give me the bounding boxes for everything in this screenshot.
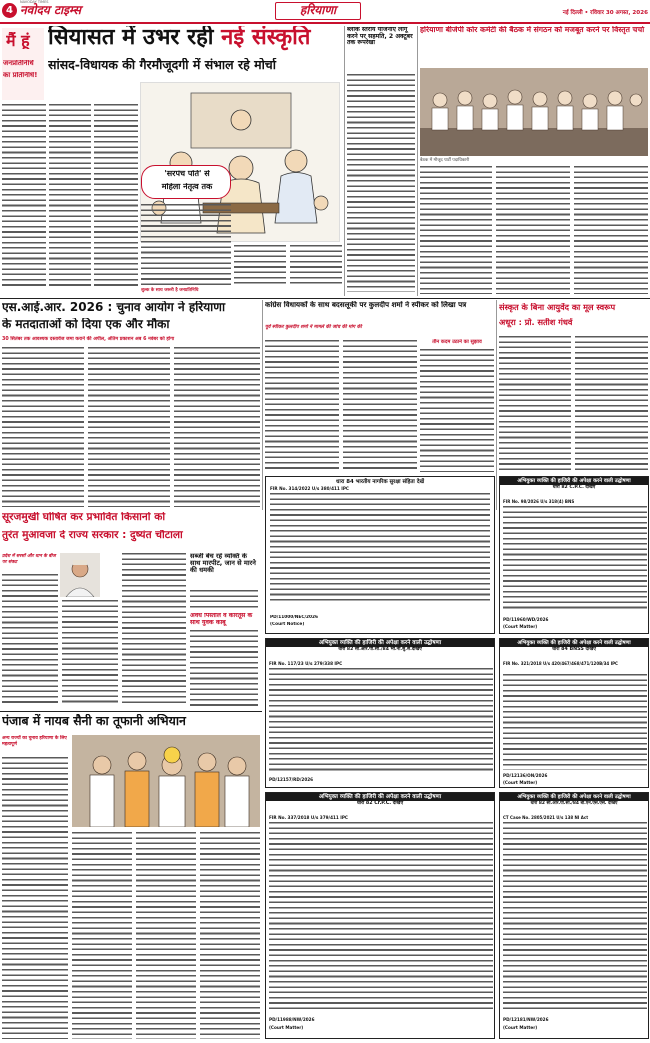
notice-5-footer: PD/11988/NW/2026 [269, 1017, 315, 1022]
right-top-col-1 [420, 166, 492, 294]
sabji-headline-text: सब्जी बेच रहे व्यक्ति के साथ मारपीट, जान से मारने की धमकी [190, 553, 256, 575]
panel-line-1: मैं हूं [6, 32, 30, 50]
notice-2-sub: धारा 82 C.P.C. देखिए [552, 485, 596, 491]
notice-3-sub: धारा 82 सी.आर.पी.सी./84 भा.ना.सु.सं.देखिए [338, 647, 422, 653]
surajmukhi-headline-b: तुरंत मुआवजा दे राज्य सरकार : दुष्यंत चौटाला [2, 530, 183, 541]
punjab-col-3 [136, 832, 196, 1039]
notice-6-sub: धारा 82 सी.आर.पी.सी./84 बी.एन.एस.एस. देखिए [530, 801, 618, 807]
sir-col-2 [88, 347, 170, 507]
sir-headline-a: एस.आई.आर. 2026 : चुनाव आयोग ने हरियाणा [2, 301, 226, 314]
main-body-col-1 [2, 104, 46, 289]
sanskrit-col-1 [499, 336, 571, 472]
notice-5-sub: धारा 82 Cr.P.C. देखिए [356, 801, 404, 807]
right-top-caption: बैठक में मौजूद पार्टी पदाधिकारी [420, 158, 470, 163]
punjab-col-1 [2, 757, 68, 1039]
notice-5-body [269, 822, 493, 1012]
divider-v4 [496, 300, 497, 510]
right-top-photo [420, 68, 648, 156]
right-top-col-2 [496, 166, 570, 294]
sir-col-3 [174, 347, 260, 507]
surajmukhi-kicker: प्रदेश में सरसों और धान के बीज पर संकट [2, 554, 56, 565]
photo-meeting [420, 68, 648, 156]
divider-v3 [262, 300, 263, 510]
jan-pratinidhi-panel [2, 28, 44, 100]
main-body-col-2 [49, 104, 91, 289]
notice-1-body [270, 493, 490, 603]
right-top-col-3 [574, 166, 648, 294]
sir-headline-b: के मतदाताओं को दिया एक और मौका [2, 318, 170, 331]
notice-4-footer: PD/12136/ON/2026 [503, 773, 548, 778]
rule-1 [0, 298, 650, 299]
notice-3-body [269, 668, 493, 772]
quote-line-2: महिला नेतृत्व तक [161, 183, 213, 191]
notice-3-title: अभियुक्त व्यक्ति की हाजिरी की अपेक्षा करने वाली उद्घोषणा [266, 639, 494, 647]
notice-2-tag: (Court Matter) [503, 624, 538, 629]
notice-2-title: अभियुक्त व्यक्ति की हाजिरी की अपेक्षा करने वाली उद्घोषणा [500, 477, 648, 485]
main-body-col-3 [94, 104, 138, 289]
congress-col-2 [343, 340, 417, 472]
punjab-kicker: अन्य राज्यों का चुनाव हरियाणा के लिए महत्वपूर्ण [2, 736, 67, 747]
notice-2 [499, 476, 649, 634]
congress-subline: पूर्व स्पीकर कुलदीप शर्मा ने मामले की जांच की मांग की [265, 325, 362, 330]
divider-v1 [344, 26, 345, 296]
notice-5-tag: (Court Matter) [269, 1025, 304, 1030]
notice-4-title: अभियुक्त व्यक्ति की हाजिरी की अपेक्षा करने वाली उद्घोषणा [500, 639, 648, 647]
section-banner: हरियाणा [275, 2, 361, 20]
quote-body [141, 204, 231, 286]
notice-5-ref: FIR No. 337/2018 U/s 379/411 IPC [269, 815, 348, 820]
notice-6-body [503, 822, 647, 1012]
notice-2-body [503, 506, 647, 612]
notice-1-ref: FIR No. 314/2022 U/s 380/411 IPC [270, 486, 349, 491]
rule-2 [0, 711, 262, 712]
col-c-headline: ब्लॉक स्तरीय योजनाएं लागू करने पर सहमति, 2 अक्टूबर तक रूपरेखा [347, 27, 413, 47]
quote-line-1: 'सरपंच पति' से [164, 170, 210, 178]
notice-3-footer: PD/12157/RD/2026 [269, 777, 314, 782]
panel-line-3: का प्रतिनिधि! [3, 72, 38, 79]
notice-1 [265, 476, 495, 634]
masthead [0, 0, 650, 24]
notice-6-title: अभियुक्त व्यक्ति की हाजिरी की अपेक्षा करने वाली उद्घोषणा [500, 793, 648, 801]
sanskrit-headline-a: संस्कृत के बिना आयुर्वेद का मूल स्वरूप [499, 303, 616, 312]
quote-box [141, 165, 231, 199]
notice-4-ref: FIR No. 321/2018 U/s 420/467/468/471/120B/34 IPC [503, 661, 618, 666]
right-top-headline: हरियाणा बीजेपी कोर कमेटी की बैठक में संगठन को मजबूत करने पर विस्तृत चर्चा [420, 26, 645, 34]
main-headline-a: सियासत में उभर रही [48, 26, 214, 50]
main-headline-b: नई संस्कृति [221, 26, 311, 50]
main-body-col-5 [290, 245, 342, 286]
notice-4-body [503, 674, 647, 770]
notice-6-footer: PD/12181/NW/2026 [503, 1017, 549, 1022]
portrait-photo [60, 553, 100, 597]
congress-col-3 [420, 349, 494, 472]
surajmukhi-headline-a: सूरजमुखी घोषित कर प्रभावित किसानों को [2, 512, 166, 523]
sabji-headline-main [190, 512, 262, 550]
notice-1-footer: PD/11000/NEC/2026 [270, 615, 319, 620]
paper-label: NAVODAY TIMES [20, 0, 49, 4]
notice-2-footer: PD/11960/WD/2026 [503, 617, 549, 622]
notice-3 [265, 638, 495, 788]
notice-6 [499, 792, 649, 1039]
avaidh-headline-text: अवैध पिस्तौल व कारतूस के साथ युवक काबू [190, 613, 253, 626]
punjab-photo [72, 735, 260, 827]
panel-line-2: जनप्रतिनिधि [3, 60, 34, 67]
notice-5-title: अभियुक्त व्यक्ति की हाजिरी की अपेक्षा करने वाली उद्घोषणा [266, 793, 494, 801]
notice-1-tag: (Court Notice) [270, 622, 305, 627]
notice-4-tag: (Court Matter) [503, 780, 538, 785]
rally-photo [72, 735, 260, 827]
main-body-col-4 [234, 245, 286, 286]
sir-subline: 30 सितंबर तक आवश्यक दस्तावेज जमा कराने की अपील, अंतिम प्रकाशन अब 6 नवंबर को होगा [2, 337, 175, 342]
punjab-col-4 [200, 832, 260, 1039]
surajmukhi-col-1 [2, 574, 58, 706]
col-c-body [347, 74, 415, 292]
surajmukhi-col-3 [122, 553, 186, 706]
sanskrit-headline-b: अधूरा : प्रो. सतीश गंधर्व [499, 318, 573, 327]
notice-2-ref: FIR No. 98/2026 U/s 318(4) BNS [503, 499, 575, 504]
surajmukhi-col-4 [190, 630, 258, 706]
notice-6-ref: CT Case No. 2805/2021 U/s 138 NI Act [503, 815, 589, 820]
notice-1-title: धारा 84 भारतीय नागरिक सुरक्षा संहिता देखें [336, 479, 424, 485]
congress-subhead-2: तीन कदम उठाने का सुझाव [432, 339, 482, 345]
notice-3-ref: FIR No. 117/23 U/s 279/338 IPC [269, 661, 343, 666]
sir-col-1 [2, 347, 84, 507]
sanskrit-col-2 [575, 336, 648, 472]
punjab-headline: पंजाब में नायब सैनी का तूफानी अभियान [2, 714, 186, 728]
surajmukhi-photo [60, 553, 100, 597]
notice-6-tag: (Court Matter) [503, 1025, 538, 1030]
sabji-body [190, 590, 258, 610]
notice-5 [265, 792, 495, 1039]
divider-v2 [417, 26, 418, 296]
congress-col-1 [265, 340, 339, 472]
notice-4-sub: धारा 84 BNSS देखिए [552, 647, 596, 653]
page-number-badge: 4 [2, 3, 17, 18]
surajmukhi-col-2 [62, 600, 118, 706]
paper-name: नवोदय टाइम्स [20, 3, 82, 17]
main-subhead: सांसद-विधायक की गैरमौजूदगी में संभाल रहे मोर्चा [48, 58, 276, 72]
dateline: नई दिल्ली • रविवार 30 अगस्त, 2026 [562, 10, 648, 16]
notice-4 [499, 638, 649, 788]
punjab-col-2 [72, 832, 132, 1039]
main-footer-note: शुल्क के साथ जरूरी है जनप्रतिनिधि [141, 288, 199, 293]
congress-headline: कांग्रेस विधायकों के साथ बदसलूकी पर कुलदीप शर्मा ने स्पीकर को लिखा पत्र [265, 301, 467, 309]
